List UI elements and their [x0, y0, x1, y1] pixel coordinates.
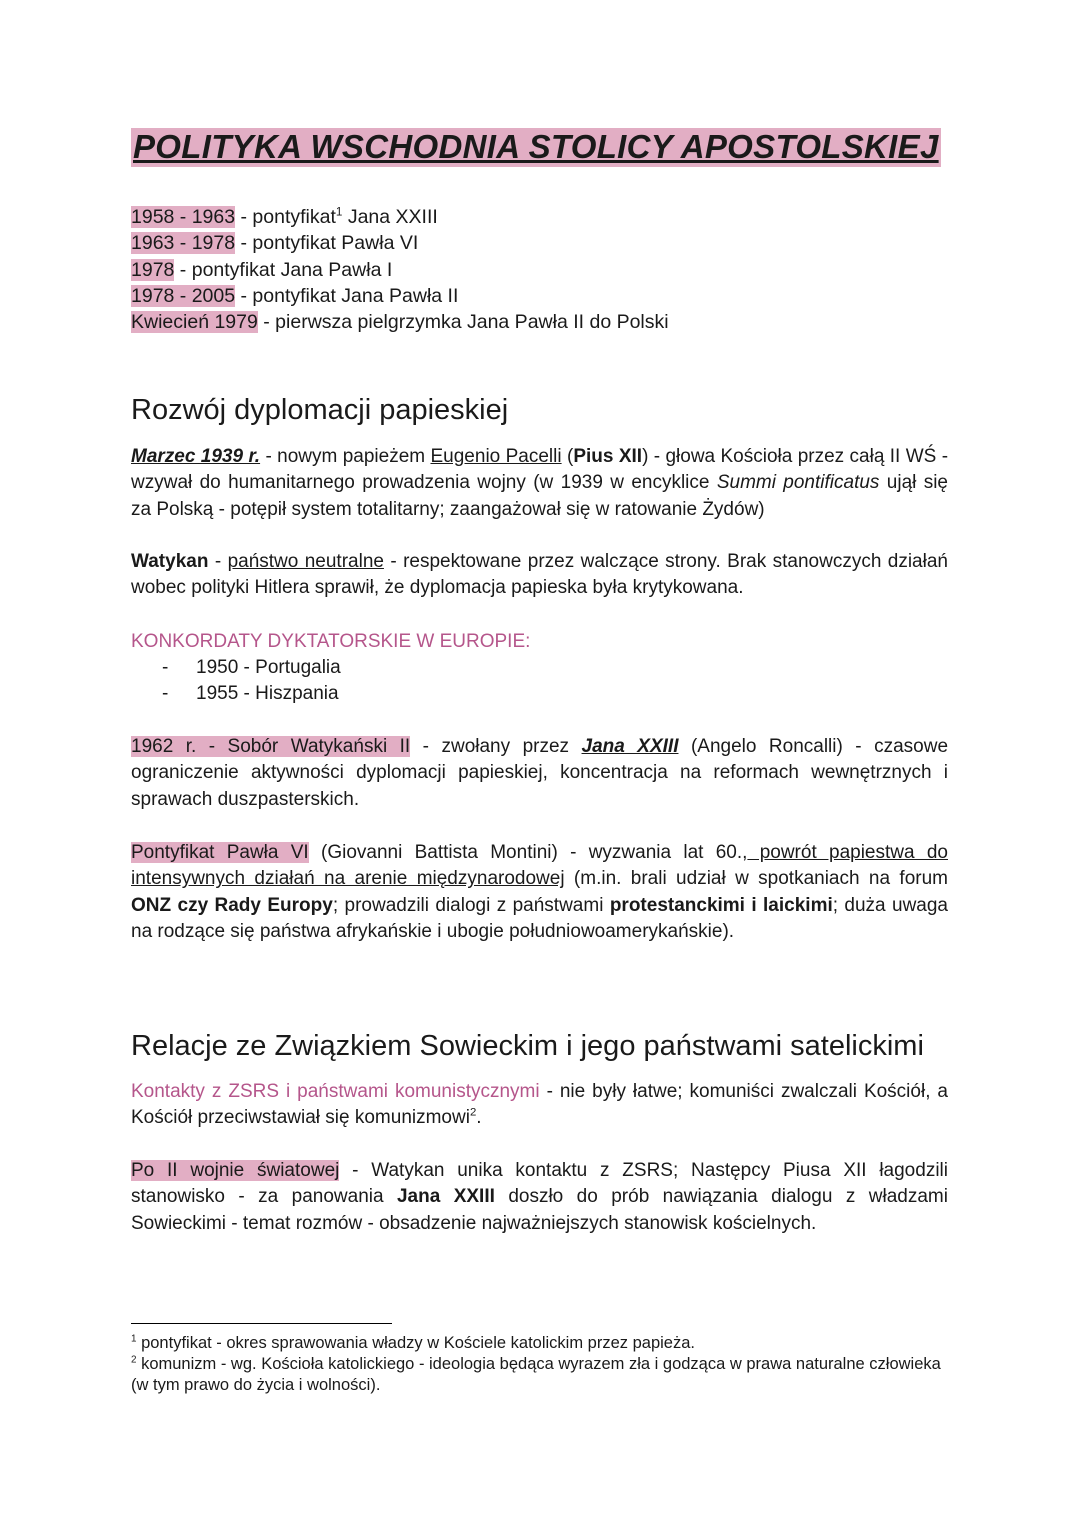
list-item: - 1955 - Hiszpania	[160, 681, 341, 707]
concordats-heading: KONKORDATY DYKTATORSKIE W EUROPIE:	[131, 631, 531, 652]
paragraph-vatican-council: 1962 r. - Sobór Watykański II - zwołany przez Jana XXIII (Angelo Roncalli) - czasowe ograniczenie aktywności dyplomacji papieskiej, koncentracja na reformach wewnętrznych i sprawach duszpasterskich.	[131, 736, 949, 810]
concordats-list	[160, 655, 341, 708]
footnote-divider	[131, 1323, 392, 1324]
timeline-list	[131, 204, 669, 335]
footnote-ref: 2	[469, 1106, 477, 1119]
paragraph-post-war: Po II wojnie światowej - Watykan unika kontaktu z ZSRS; Następcy Piusa XII łagodzili stanowisko - za panowania Jana XXIII doszło do prób nawiązania dialogu z władzami Sowieckimi - temat rozmów - obsadzenie najważniejszych stanowisk kościelnych.	[131, 1160, 948, 1234]
footnotes	[131, 1333, 948, 1396]
timeline-item: Kwiecień 1979 - pierwsza pielgrzymka Jana Pawła II do Polski	[131, 311, 669, 334]
section-heading-diplomacy: Rozwój dyplomacji papieskiej	[131, 394, 509, 426]
timeline-item: 1978 - 2005 - pontyfikat Jana Pawła II	[131, 284, 459, 307]
section-heading-soviet-relations: Relacje ze Związkiem Sowieckim i jego państwami satelickimi	[131, 1030, 924, 1062]
paragraph-pius-xii: Marzec 1939 r. - nowym papieżem Eugenio Pacelli (Pius XII) - głowa Kościoła przez całą II WŚ - wzywał do humanitarnego prowadzenia wojny (w 1939 w encyklice Summi pontificatus ujął się za Polską - potępił system totalitarny; zaangażował się w ratowanie Żydów)	[131, 446, 949, 520]
timeline-item: 1978 - pontyfikat Jana Pawła I	[131, 258, 393, 281]
footnote-ref: 1	[335, 205, 343, 219]
paragraph-ussr-contacts: Kontakty z ZSRS i państwami komunistycznymi - nie były łatwe; komuniści zwalczali Kościół, a Kościół przeciwstawiał się komunizmowi$^2$.	[131, 1081, 948, 1129]
timeline-date: Kwiecień 1979	[131, 311, 258, 334]
paragraph-vatican-neutral: Watykan - państwo neutralne - respektowane przez walczące strony. Brak stanowczych działań wobec polityki Hitlera sprawił, że dyplomacja papieska była krytykowana.	[131, 551, 948, 599]
footnote: $^1$ pontyfikat - okres sprawowania władzy w Kościele katolickim przez papieża.	[131, 1333, 695, 1352]
page-title: POLITYKA WSCHODNIA STOLICY APOSTOLSKIEJ	[133, 128, 939, 165]
footnote: $^2$ komunizm - wg. Kościoła katolickiego - ideologia będąca wyrazem zła i godząca w prawa naturalne człowieka (w tym prawo do życia i wolności).	[131, 1354, 941, 1394]
paragraph-paul-vi: Pontyfikat Pawła VI (Giovanni Battista Montini) - wyzwania lat 60., powrót papiestwa do intensywnych działań na arenie międzynarodowej (m.in. brali udział w spotkaniach na forum ONZ czy Rady Europy; prowadzili dialogi z państwami protestanckimi i laickimi; duża uwaga na rodzące się państwa afrykańskie i ubogie południowoamerykańskie).	[131, 842, 949, 942]
timeline-item: 1963 - 1978 - pontyfikat Pawła VI	[131, 232, 419, 255]
timeline-date: 1963 - 1978	[131, 232, 236, 255]
timeline-date: 1978 - 2005	[131, 284, 236, 307]
timeline-date: 1978	[131, 258, 175, 281]
timeline-date: 1958 - 1963	[131, 206, 236, 228]
list-item: - 1950 - Portugalia	[160, 655, 341, 681]
timeline-item: 1958 - 1963 - pontyfikat$^1$ Jana XXIII	[131, 205, 438, 228]
